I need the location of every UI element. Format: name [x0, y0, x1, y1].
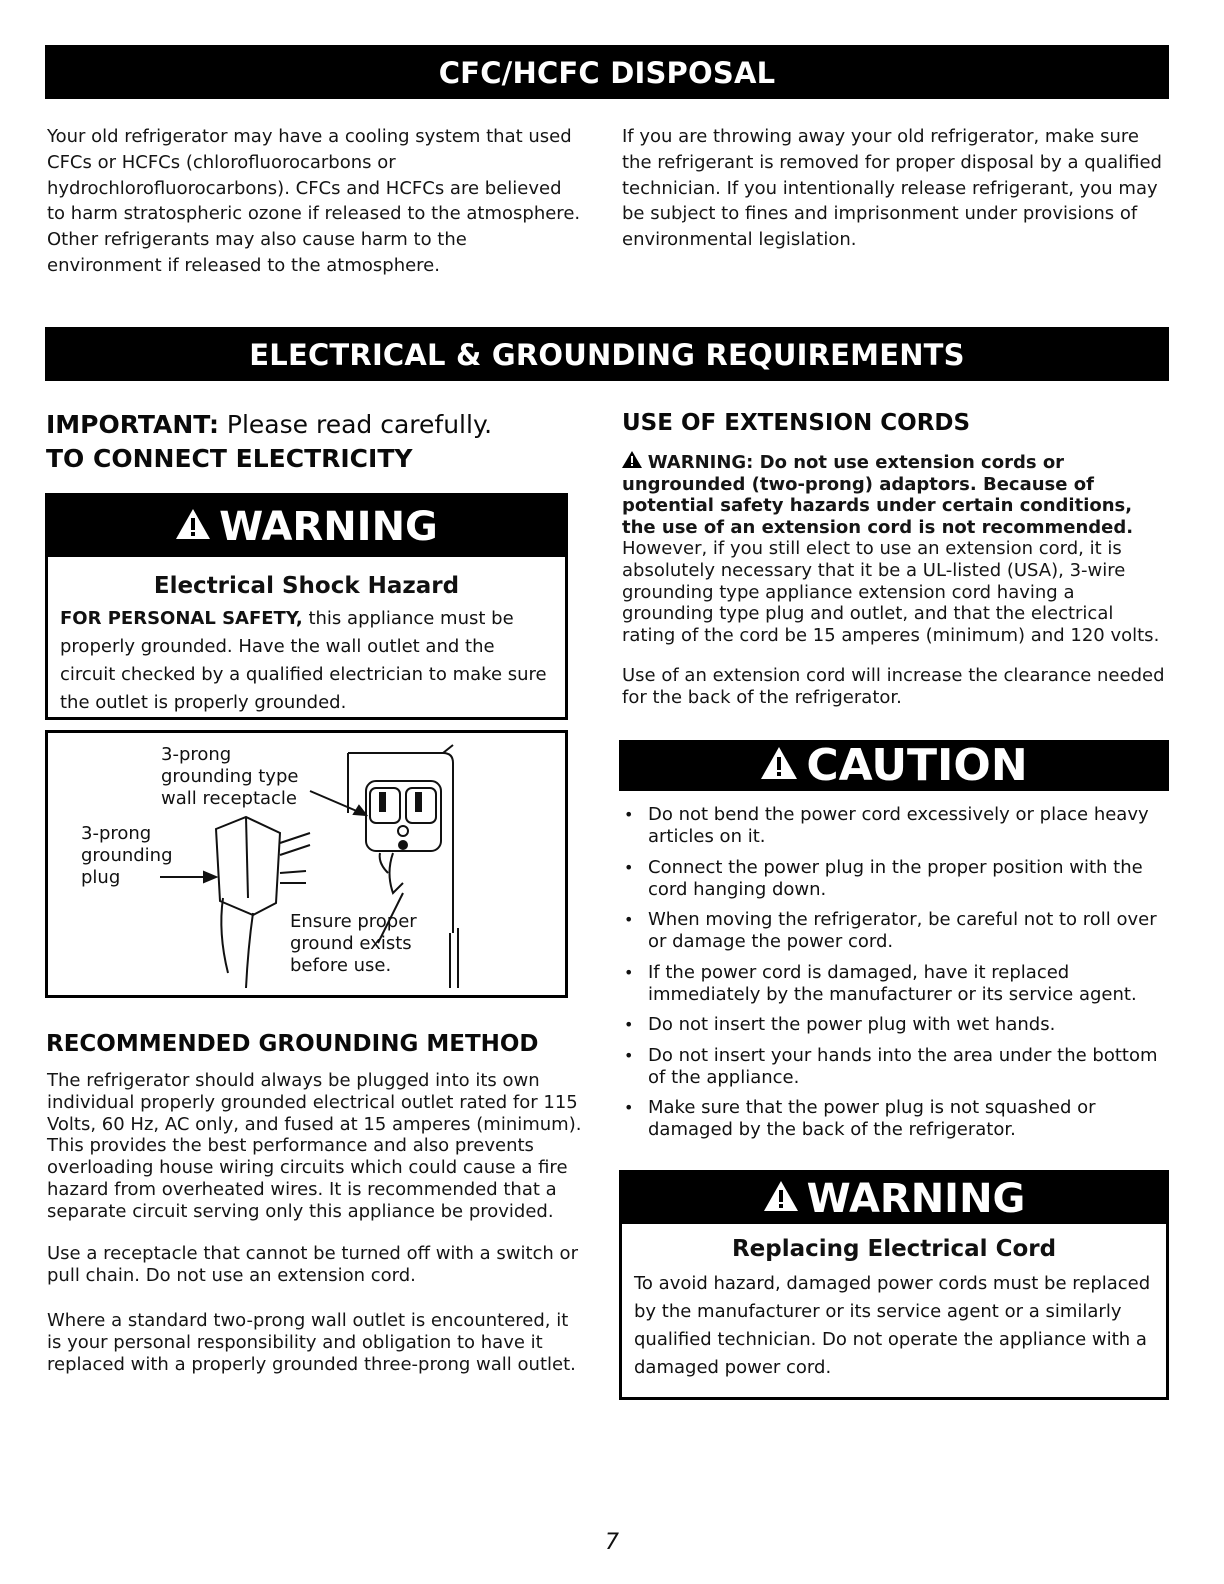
warning-cord-body: To avoid hazard, damaged power cords must be replaced by the manufacturer or its service agent or a similarly qualified technician. Do not operate the appliance with a damaged power cord.: [634, 1273, 1151, 1378]
warning-triangle-icon: [763, 1176, 799, 1222]
electrical-grounding-banner: ELECTRICAL & GROUNDING REQUIREMENTS: [45, 327, 1169, 381]
receptacle-label-2: grounding type: [161, 766, 299, 787]
caution-item: • Do not insert your hands into the area under the bottom of the appliance.: [622, 1045, 1170, 1089]
warning-shock-bar-label: WARNING: [219, 503, 438, 550]
caution-bar-label: CAUTION: [806, 740, 1028, 791]
connect-electricity-heading: TO CONNECT ELECTRICITY: [46, 444, 413, 473]
plug-label-1: 3-prong: [81, 823, 152, 844]
grounding-paragraph-3: Where a standard two-prong wall outlet is encountered, it is your personal responsibility and obligation to have it replaced with a properly grounded three-prong wall outlet.: [47, 1310, 576, 1375]
plug-receptacle-illustration: [48, 733, 565, 995]
extension-warning-bold: WARNING: Do not use extension cords or ungrounded (two-prong) adaptors. Because of potential safety hazards under certain conditions, the use of an extension cord is not recommended.: [622, 452, 1134, 538]
grounding-paragraph-1: The refrigerator should always be plugged into its own individual properly grounded electrical outlet rated for 115 Volts, 60 Hz, AC only, and fused at 15 amperes (minimum). This provides the best performance and also prevents overloading house wiring circuits which could cause a fire hazard from overheated wires. It is recommended that a separate circuit serving only this appliance be provided.: [47, 1070, 582, 1222]
extension-cords-heading: USE OF EXTENSION CORDS: [622, 410, 971, 436]
warning-shock-text: this appliance must be properly grounded. Have the wall outlet and the circuit checked by a qualified electrician to make sure the outlet is properly grounded.: [60, 608, 547, 713]
warning-cord-subtitle: Replacing Electrical Cord: [731, 1236, 1057, 1262]
caution-item: • Connect the power plug in the proper position with the cord hanging down.: [622, 857, 1170, 901]
receptacle-label-1: 3-prong: [161, 744, 232, 765]
extension-warning-rest: However, if you still elect to use an extension cord, it is absolutely necessary that it be a UL-listed (USA), 3-wire grounding type appliance extension cord having a grounding type plug and outlet, and that the electrical rating of the cord be 15 amperes (minimum) and 120 volts.: [622, 538, 1160, 646]
plug-label-2: grounding: [81, 845, 173, 866]
caution-bar: [619, 740, 1169, 791]
important-label: IMPORTANT:: [46, 410, 219, 439]
warning-shock-bar: [48, 496, 565, 557]
plug-diagram-box: [45, 730, 568, 998]
cfc-disposal-banner: CFC/HCFC DISPOSAL: [45, 45, 1169, 99]
extension-warning-icon: [622, 452, 642, 473]
caution-item: • Make sure that the power plug is not squashed or damaged by the back of the refrigerator.: [622, 1097, 1170, 1141]
important-note: [46, 410, 492, 439]
ensure-label-3: before use.: [290, 955, 392, 976]
extension-warning-paragraph: [622, 451, 1170, 646]
caution-item: • Do not insert the power plug with wet hands.: [622, 1014, 1170, 1036]
cfc-left-paragraph: Your old refrigerator may have a cooling system that used CFCs or HCFCs (chlorofluorocarbons or hydrochlorofluorocarbons). CFCs and HCFCs are believed to harm stratospheric ozone if released to the atmosphere. Other refrigerants may also cause harm to the environment if released to the atmosphere.: [47, 126, 581, 276]
important-text: Please read carefully.: [226, 410, 493, 439]
warning-shock-body: [48, 605, 565, 717]
warning-cord-box: [619, 1170, 1169, 1400]
plug-label-3: plug: [81, 867, 121, 888]
caution-triangle-icon: [760, 740, 798, 791]
caution-list: [622, 804, 1170, 1150]
receptacle-label-3: wall receptacle: [161, 788, 298, 809]
three-prong-plug-drawing: [160, 817, 310, 988]
warning-triangle-icon: [175, 504, 211, 550]
caution-item: • Do not bend the power cord excessively or place heavy articles on it.: [622, 804, 1170, 848]
grounding-method-heading: RECOMMENDED GROUNDING METHOD: [46, 1031, 539, 1057]
warning-cord-bar-label: WARNING: [806, 1175, 1026, 1222]
ensure-label-2: ground exists: [290, 933, 412, 954]
caution-item: • When moving the refrigerator, be careful not to roll over or damage the power cord.: [622, 909, 1170, 953]
caution-item: • If the power cord is damaged, have it replaced immediately by the manufacturer or its service agent.: [622, 962, 1170, 1006]
extension-clearance-paragraph: Use of an extension cord will increase the clearance needed for the back of the refrigerator.: [622, 665, 1165, 708]
ensure-label-1: Ensure proper: [290, 911, 417, 932]
page-number: 7: [605, 1530, 619, 1555]
warning-shock-subtitle: Electrical Shock Hazard: [153, 573, 460, 599]
cfc-right-paragraph: If you are throwing away your old refrigerator, make sure the refrigerant is removed for proper disposal by a qualified technician. If you intentionally release refrigerant, you may be subject to fines and imprisonment under provisions of environmental legislation.: [622, 126, 1162, 251]
warning-shock-box: [45, 493, 568, 720]
grounding-paragraph-2: Use a receptacle that cannot be turned off with a switch or pull chain. Do not use an extension cord.: [47, 1243, 578, 1286]
warning-shock-lead: FOR PERSONAL SAFETY,: [60, 608, 303, 629]
warning-cord-bar: [622, 1173, 1166, 1224]
